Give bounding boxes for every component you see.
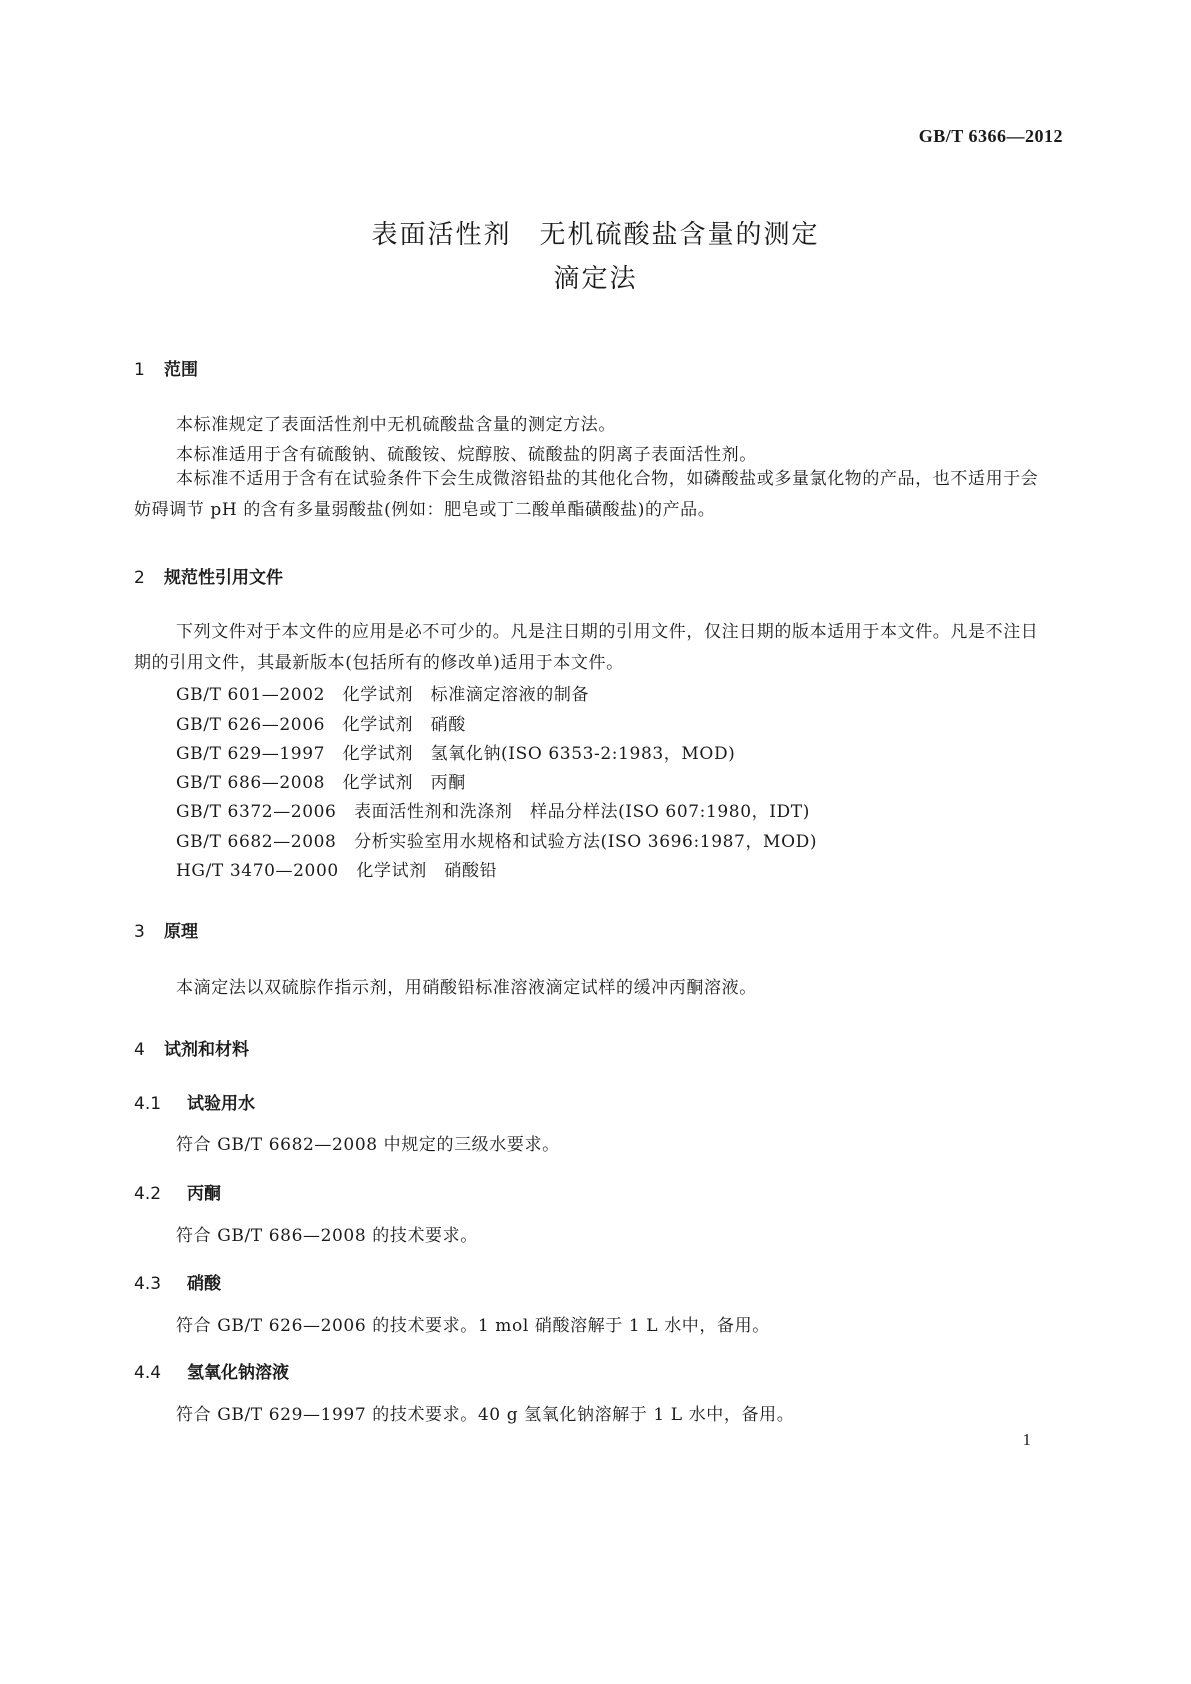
subsection-number: 4.1 xyxy=(134,1094,162,1114)
reference-item: GB/T 6372—2006 表面活性剂和洗涤剂 样品分样法(ISO 607:1980，IDT) xyxy=(176,802,810,822)
scope-paragraph-1: 本标准规定了表面活性剂中无机硫酸盐含量的测定方法。 xyxy=(176,415,616,435)
section-number: 4 xyxy=(134,1040,145,1060)
subsection-number: 4.4 xyxy=(134,1363,162,1383)
subsection-title: 硝酸 xyxy=(187,1274,221,1294)
principle-paragraph: 本滴定法以双硫腙作指示剂，用硝酸铅标准溶液滴定试样的缓冲丙酮溶液。 xyxy=(176,978,757,998)
subsection-4-3-heading xyxy=(134,1269,221,1294)
section-3-heading xyxy=(134,917,198,942)
reference-item: GB/T 601—2002 化学试剂 标准滴定溶液的制备 xyxy=(176,685,590,705)
document-title: 表面活性剂 无机硫酸盐含量的测定 xyxy=(371,220,820,250)
subsection-4-4-text: 符合 GB/T 629—1997 的技术要求。40 g 氢氧化钠溶解于 1 L 水中，备用。 xyxy=(176,1405,795,1425)
section-number: 3 xyxy=(134,922,145,942)
subsection-4-1-heading xyxy=(134,1089,255,1114)
subsection-title: 丙酮 xyxy=(187,1184,221,1204)
subsection-title: 试验用水 xyxy=(187,1094,255,1114)
section-number: 2 xyxy=(134,568,145,588)
section-title: 规范性引用文件 xyxy=(164,568,283,588)
section-2-heading xyxy=(134,563,283,588)
reference-item: GB/T 6682—2008 分析实验室用水规格和试验方法(ISO 3696:1987，MOD) xyxy=(176,832,818,852)
section-title: 试剂和材料 xyxy=(164,1040,249,1060)
section-number: 1 xyxy=(134,360,145,380)
section-1-heading xyxy=(134,355,198,380)
section-4-heading xyxy=(134,1035,249,1060)
subsection-4-1-text: 符合 GB/T 6682—2008 中规定的三级水要求。 xyxy=(176,1135,560,1155)
reference-item: GB/T 686—2008 化学试剂 丙酮 xyxy=(176,773,466,793)
subsection-4-3-text: 符合 GB/T 626—2006 的技术要求。1 mol 硝酸溶解于 1 L 水中，备用。 xyxy=(176,1316,770,1336)
page-number: 1 xyxy=(1022,1430,1031,1449)
subsection-4-2-text: 符合 GB/T 686—2008 的技术要求。 xyxy=(176,1226,478,1246)
reference-item: GB/T 626—2006 化学试剂 硝酸 xyxy=(176,715,466,735)
section-title: 范围 xyxy=(164,360,198,380)
scope-paragraph-2: 本标准适用于含有硫酸钠、硫酸铵、烷醇胺、硫酸盐的阴离子表面活性剂。 xyxy=(176,445,757,465)
subsection-title: 氢氧化钠溶液 xyxy=(187,1363,289,1383)
reference-item: HG/T 3470—2000 化学试剂 硝酸铅 xyxy=(176,861,498,881)
subsection-4-2-heading xyxy=(134,1179,221,1204)
subsection-number: 4.3 xyxy=(134,1274,162,1294)
scope-paragraph-3: 本标准不适用于含有在试验条件下会生成微溶铅盐的其他化合物，如磷酸盐或多量氯化物的产品，也不适用于会妨碍调节 pH 的含有多量弱酸盐(例如：肥皂或丁二酸单酯磺酸盐)的产品。 xyxy=(134,469,1039,520)
normative-intro: 下列文件对于本文件的应用是必不可少的。凡是注日期的引用文件，仅注日期的版本适用于本文件。凡是不注日期的引用文件，其最新版本(包括所有的修改单)适用于本文件。 xyxy=(134,622,1039,673)
subsection-4-4-heading xyxy=(134,1358,289,1383)
subsection-number: 4.2 xyxy=(134,1184,162,1204)
reference-item: GB/T 629—1997 化学试剂 氢氧化钠(ISO 6353-2:1983，MOD) xyxy=(176,744,736,764)
section-title: 原理 xyxy=(164,922,198,942)
document-subtitle: 滴定法 xyxy=(553,264,638,294)
document-code: GB/T 6366—2012 xyxy=(918,126,1063,146)
